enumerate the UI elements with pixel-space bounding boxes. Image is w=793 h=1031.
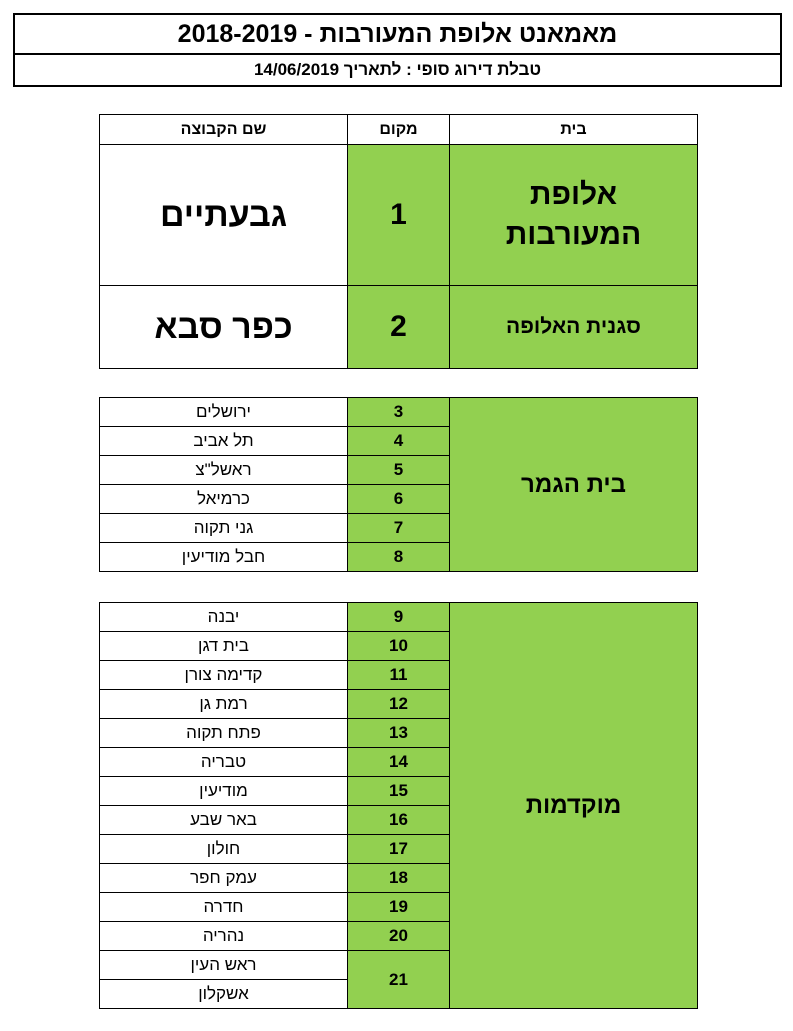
team-name: ראשל"צ	[100, 456, 348, 485]
top-ranking-table	[99, 114, 698, 369]
page-title: מאמאנט אלופת המעורבות - 2018-2019	[13, 13, 782, 55]
runnerup-team: כפר סבא	[100, 286, 348, 369]
team-name: רמת גן	[100, 690, 348, 719]
team-place: 17	[348, 835, 450, 864]
team-name: כרמיאל	[100, 485, 348, 514]
team-name: קדימה צורן	[100, 661, 348, 690]
team-place: 3	[348, 398, 450, 427]
team-place: 4	[348, 427, 450, 456]
team-place: 7	[348, 514, 450, 543]
final-house-table	[99, 397, 698, 572]
column-header-house: בית	[450, 115, 698, 145]
champion-row	[100, 145, 698, 286]
team-name: חולון	[100, 835, 348, 864]
runnerup-place: 2	[348, 286, 450, 369]
team-name: ירושלים	[100, 398, 348, 427]
team-name: עמק חפר	[100, 864, 348, 893]
team-name: בית דגן	[100, 632, 348, 661]
team-name: ראש העין	[100, 951, 348, 980]
team-name: תל אביב	[100, 427, 348, 456]
team-name: נהריה	[100, 922, 348, 951]
column-header-place: מקום	[348, 115, 450, 145]
team-name: יבנה	[100, 603, 348, 632]
team-name: באר שבע	[100, 806, 348, 835]
team-place: 16	[348, 806, 450, 835]
early-house-label: מוקדמות	[450, 603, 698, 1009]
table-row	[100, 398, 698, 427]
team-place: 11	[348, 661, 450, 690]
team-name: טבריה	[100, 748, 348, 777]
team-place: 5	[348, 456, 450, 485]
column-header-team: שם הקבוצה	[100, 115, 348, 145]
team-place: 6	[348, 485, 450, 514]
team-place: 19	[348, 893, 450, 922]
team-name: מודיעין	[100, 777, 348, 806]
page-subtitle: טבלת דירוג סופי : לתאריך 14/06/2019	[13, 53, 782, 87]
runnerup-house: סגנית האלופה	[450, 286, 698, 369]
team-name: פתח תקוה	[100, 719, 348, 748]
team-place-tie: 21	[348, 951, 450, 1009]
team-place: 15	[348, 777, 450, 806]
team-name: גני תקוה	[100, 514, 348, 543]
table-row	[100, 603, 698, 632]
team-place: 9	[348, 603, 450, 632]
team-name: חבל מודיעין	[100, 543, 348, 572]
champion-place: 1	[348, 145, 450, 286]
column-header-row	[100, 115, 698, 145]
team-place: 18	[348, 864, 450, 893]
runnerup-row	[100, 286, 698, 369]
team-place: 12	[348, 690, 450, 719]
team-name: אשקלון	[100, 980, 348, 1009]
final-house-label: בית הגמר	[450, 398, 698, 572]
team-name: חדרה	[100, 893, 348, 922]
team-place: 8	[348, 543, 450, 572]
early-house-table	[99, 602, 698, 1009]
team-place: 14	[348, 748, 450, 777]
team-place: 13	[348, 719, 450, 748]
champion-team: גבעתיים	[100, 145, 348, 286]
champion-house: אלופת המעורבות	[450, 145, 698, 286]
team-place: 10	[348, 632, 450, 661]
team-place: 20	[348, 922, 450, 951]
